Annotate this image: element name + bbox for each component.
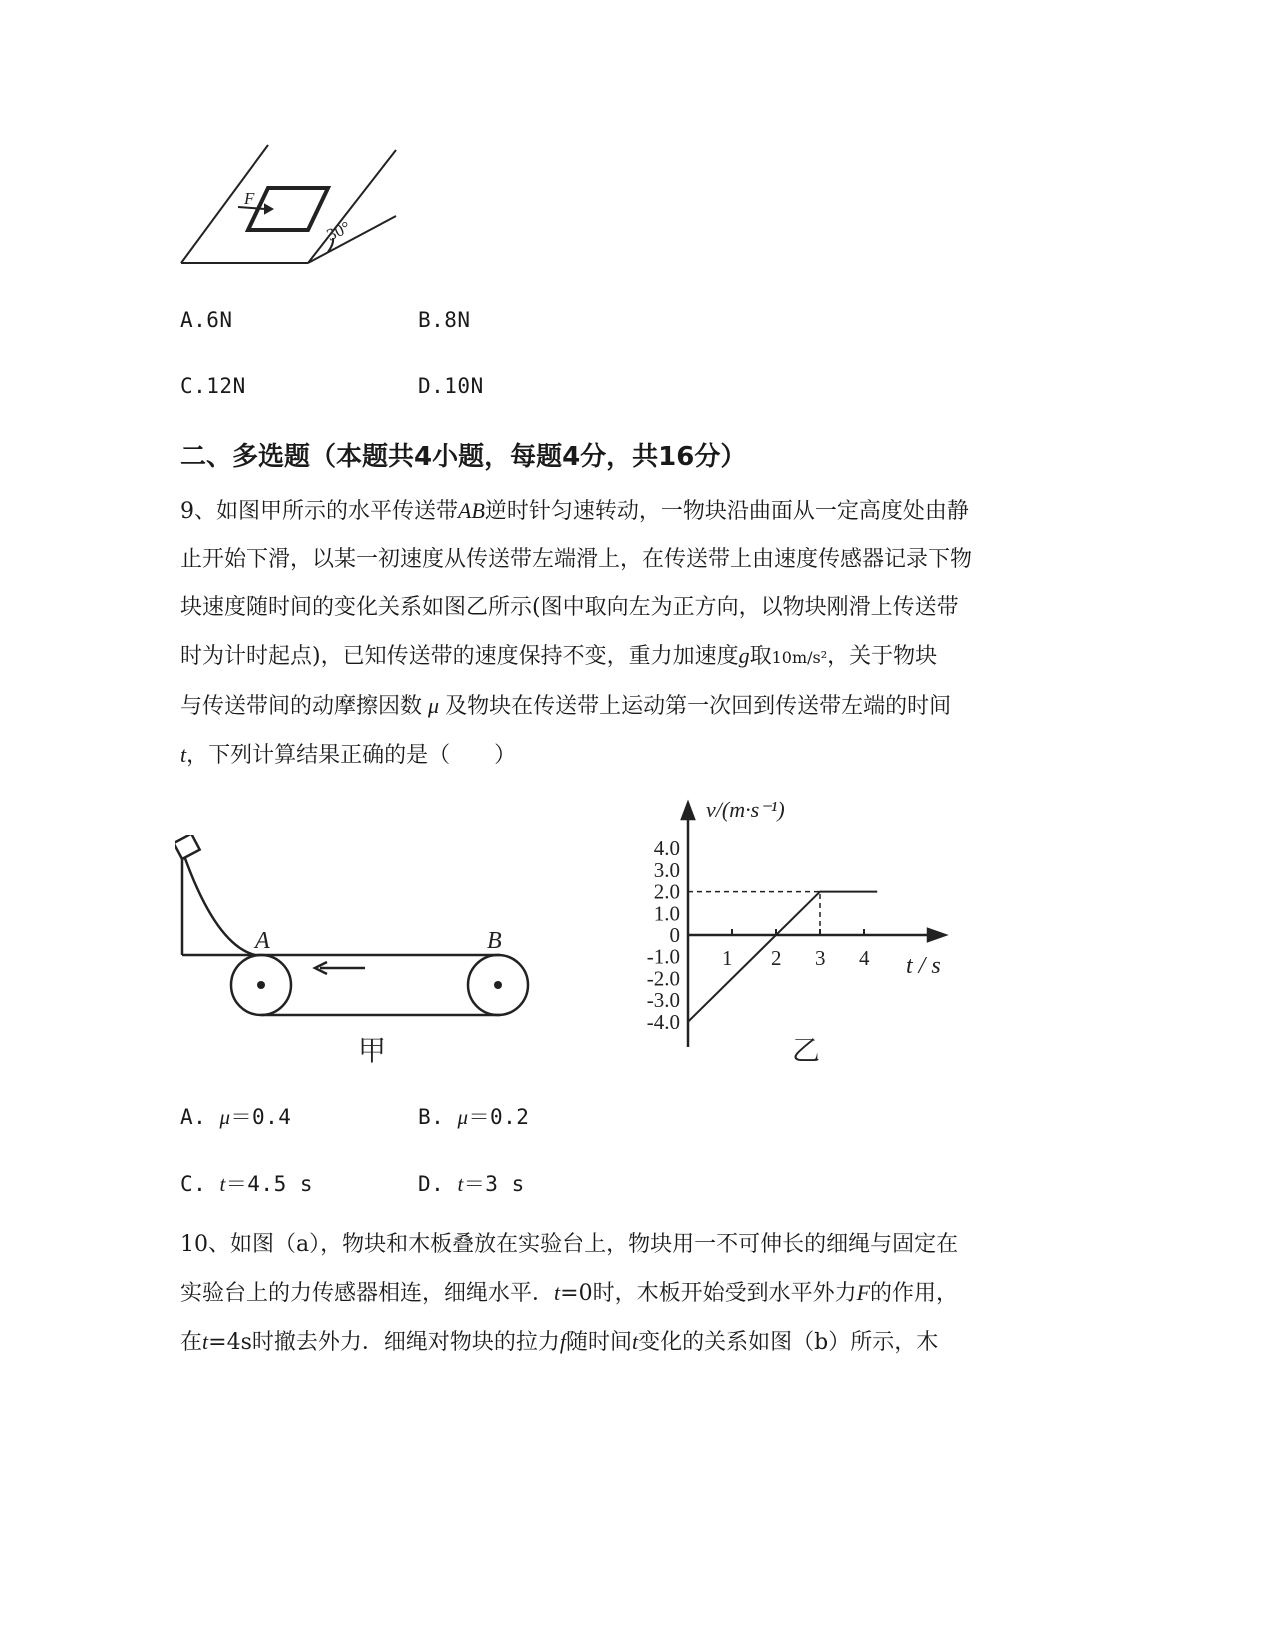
q9-line-4: 时为计时起点)，已知传送带的速度保持不变，重力加速度g取10m/s²，关于物块 [180, 643, 938, 669]
figure-caption-yi: 乙 [792, 1036, 821, 1067]
q8-option-c[interactable]: C.12N [180, 374, 246, 398]
angle-label: 30° [323, 217, 354, 245]
ground-line [308, 216, 396, 263]
q8-option-b[interactable]: B.8N [418, 308, 471, 332]
y-tick-label: -4.0 [646, 1009, 680, 1034]
q9-line-5: 与传送带间的动摩擦因数 μ 及物块在传送带上运动第一次回到传送带左端的时间 [180, 693, 952, 719]
y-tick-label: -1.0 [646, 944, 680, 969]
q8-option-a[interactable]: A.6N [180, 308, 233, 332]
sliding-block [175, 835, 200, 859]
velocity-series-line [688, 892, 877, 1022]
incline-left-edge [181, 145, 268, 263]
q9-option-a[interactable]: A. μ＝0.4 [180, 1105, 292, 1129]
y-tick-label: 3.0 [653, 857, 680, 882]
q9-line-3: 块速度随时间的变化关系如图乙所示(图中取向左为正方向，以物块刚滑上传送带 [180, 595, 959, 620]
q9-option-c[interactable]: C. t＝4.5 s [180, 1172, 313, 1196]
x-axis-arrowhead [928, 929, 945, 941]
q10-line-3: 在t=4s时撤去外力．细绳对物块的拉力f随时间t变化的关系如图（b）所示，木 [180, 1329, 939, 1355]
curved-slope [182, 850, 255, 955]
y-axis-arrowhead [682, 803, 694, 819]
y-tick-label: 1.0 [653, 901, 680, 926]
figure-caption-jia: 甲 [358, 1036, 387, 1067]
q9-option-b[interactable]: B. μ＝0.2 [418, 1105, 530, 1129]
velocity-time-chart [630, 795, 960, 1075]
x-tick-label: 3 [815, 946, 826, 970]
y-tick-label: 2.0 [653, 879, 680, 904]
x-tick-label: 4 [859, 946, 870, 970]
q8-option-d[interactable]: D.10N [418, 374, 484, 398]
x-axis-label: t / s [906, 953, 941, 979]
conveyor-belt-figure [175, 835, 540, 1075]
y-axis-label: v/(m·s⁻¹) [706, 797, 785, 822]
y-tick-label: 0 [669, 923, 680, 947]
q9-option-d[interactable]: D. t＝3 s [418, 1172, 525, 1196]
q10-line-1: 10、如图（a），物块和木板叠放在实验台上，物块用一不可伸长的细绳与固定在 [180, 1232, 959, 1257]
q10-question-text [180, 1221, 1050, 1367]
y-tick-label: 4.0 [653, 836, 680, 861]
q10-line-2: 实验台上的力传感器相连，细绳水平．t=0时，木板开始受到水平外力F的作用， [180, 1280, 959, 1306]
q9-question-text [180, 487, 1050, 780]
force-label: F [244, 189, 255, 208]
x-tick-label: 1 [722, 946, 733, 970]
x-tick-label: 2 [771, 946, 782, 970]
label-a: A [255, 928, 270, 954]
q9-line-1: 9、如图甲所示的水平传送带AB逆时针匀速转动，一物块沿曲面从一定高度处由静 [180, 498, 969, 524]
q9-line-6: t，下列计算结果正确的是（ ） [180, 742, 517, 768]
q9-line-2: 止开始下滑，以某一初速度从传送带左端滑上，在传送带上由速度传感器记录下物 [180, 547, 973, 572]
y-tick-label: -2.0 [646, 966, 680, 991]
y-tick-label: -3.0 [646, 988, 680, 1013]
incline-figure [178, 140, 403, 275]
label-b: B [487, 928, 502, 954]
section-title-multiple-choice: 二、多选题（本题共4小题，每题4分，共16分） [180, 442, 747, 472]
